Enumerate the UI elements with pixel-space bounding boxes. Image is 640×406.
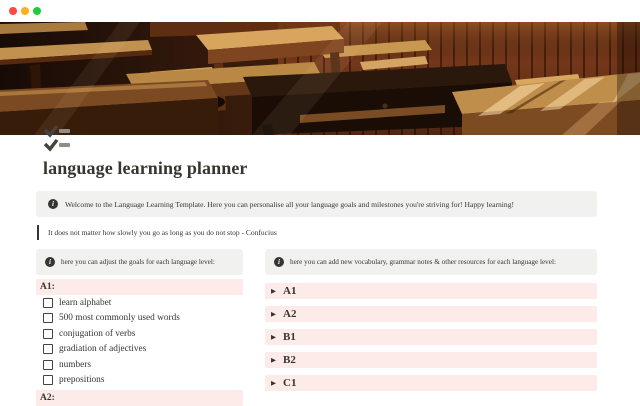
quote-text: It does not matter how slowly you go as long as you do not stop - Confucius (48, 228, 277, 237)
level-header-a2[interactable] (36, 390, 243, 406)
toggle-b2[interactable] (265, 352, 597, 368)
welcome-callout-text: Welcome to the Language Learning Template. Here you can personalise all your language goals and milestones you're striving for! Happy learning! (65, 199, 515, 209)
toggle-triangle-icon[interactable]: ▶ (271, 286, 276, 295)
todo-label: learn alphabet (59, 297, 112, 308)
todo-label: 500 most commonly used words (59, 313, 180, 324)
level-header-label: A2: (40, 393, 55, 403)
checkbox-unchecked-icon[interactable] (43, 313, 53, 323)
toggle-label: C1 (283, 377, 297, 389)
toggle-label: A2 (283, 308, 297, 320)
todo-label: gradiation of adjectives (59, 344, 147, 355)
resources-column (265, 249, 597, 406)
level-header-label: A1: (40, 282, 55, 292)
level-header-a1[interactable] (36, 279, 243, 295)
toggle-label: A1 (283, 285, 297, 297)
checklist-icon[interactable] (42, 123, 72, 153)
welcome-callout[interactable] (36, 191, 597, 217)
toggle-triangle-icon[interactable]: ▶ (271, 355, 276, 364)
checkbox-unchecked-icon[interactable] (43, 375, 53, 385)
quote-block[interactable] (37, 225, 597, 240)
toggle-triangle-icon[interactable]: ▶ (271, 378, 276, 387)
toggle-triangle-icon[interactable]: ▶ (271, 309, 276, 318)
close-window-button[interactable] (9, 7, 17, 15)
toggle-a2[interactable] (265, 306, 597, 322)
two-column-layout (36, 249, 597, 406)
toggle-a1[interactable] (265, 283, 597, 299)
page-body (0, 123, 640, 406)
todo-item-gradiation[interactable] (36, 342, 243, 358)
todo-label: conjugation of verbs (59, 328, 136, 339)
fullscreen-window-button[interactable] (33, 7, 41, 15)
resources-callout[interactable] (265, 249, 597, 275)
todo-item-learn-alphabet[interactable] (36, 295, 243, 311)
classroom-photo (0, 22, 640, 135)
toggle-label: B1 (283, 331, 296, 343)
todo-item-500-words[interactable] (36, 311, 243, 327)
todo-label: prepositions (59, 375, 105, 386)
toggle-c1[interactable] (265, 375, 597, 391)
checkbox-unchecked-icon[interactable] (43, 360, 53, 370)
info-icon: i (274, 257, 284, 267)
info-icon: i (45, 257, 55, 267)
window-titlebar (0, 0, 640, 22)
goals-column (36, 249, 243, 406)
goals-callout-text: here you can adjust the goals for each language level: (61, 258, 215, 266)
checkbox-unchecked-icon[interactable] (43, 329, 53, 339)
toggle-b1[interactable] (265, 329, 597, 345)
page-title[interactable]: language learning planner (43, 158, 248, 178)
toggle-triangle-icon[interactable]: ▶ (271, 332, 276, 341)
todo-item-numbers[interactable] (36, 357, 243, 373)
minimize-window-button[interactable] (21, 7, 29, 15)
todo-label: numbers (59, 359, 92, 370)
checkbox-unchecked-icon[interactable] (43, 298, 53, 308)
todo-item-conjugation[interactable] (36, 326, 243, 342)
cover-image[interactable] (0, 22, 640, 135)
goals-callout[interactable] (36, 249, 243, 275)
resources-callout-text: here you can add new vocabulary, grammar notes & other resources for each language level: (290, 258, 556, 266)
todo-item-prepositions[interactable] (36, 373, 243, 389)
checkbox-unchecked-icon[interactable] (43, 344, 53, 354)
info-icon: i (48, 199, 58, 209)
toggle-label: B2 (283, 354, 296, 366)
